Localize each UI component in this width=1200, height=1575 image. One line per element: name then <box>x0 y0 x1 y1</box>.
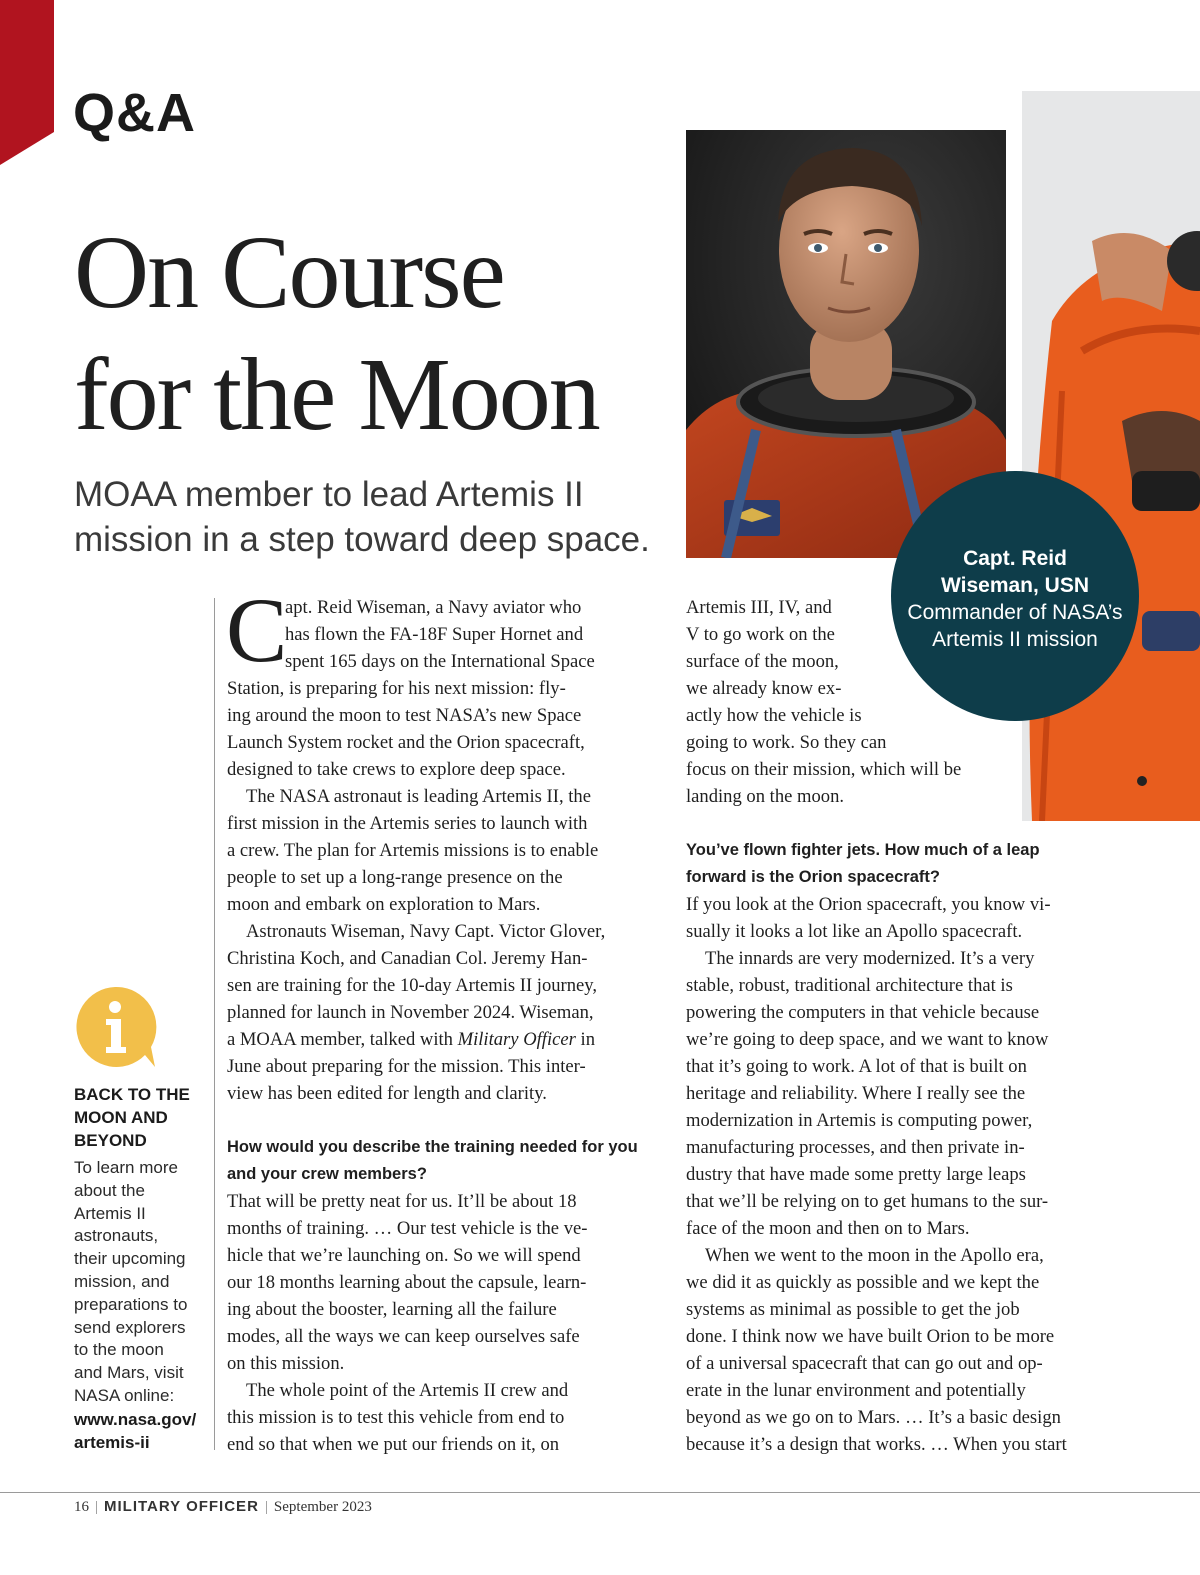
caption-role-line: Artemis II mission <box>932 628 1098 651</box>
answer-line: that we’ll be relying on to get humans to the sur- <box>686 1191 1049 1212</box>
sidebar-body-line: NASA online: <box>74 1385 175 1405</box>
answer-line: face of the moon and then on to Mars. <box>686 1218 970 1239</box>
answer-line: The innards are very modernized. It’s a very <box>705 948 1035 969</box>
body-line: going to work. So they can <box>686 732 887 753</box>
answer-line: hicle that we’re launching on. So we will spend <box>227 1245 581 1266</box>
body-line: a crew. The plan for Artemis missions is to enable <box>227 840 599 861</box>
headline-line: On Course <box>74 215 504 330</box>
answer-line: because it’s a design that works. … When you start <box>686 1434 1067 1455</box>
body-line: Astronauts Wiseman, Navy Capt. Victor Glover, <box>246 921 606 942</box>
answer-line: When we went to the moon in the Apollo era, <box>705 1245 1044 1266</box>
body-line <box>227 1026 667 1053</box>
body-line: apt. Reid Wiseman, a Navy aviator who <box>285 597 582 618</box>
caption-name-line: Wiseman, USN <box>940 574 1089 597</box>
body-text: a MOAA member, talked with <box>227 1029 458 1050</box>
sidebar-body-line: astronauts, <box>74 1226 159 1246</box>
answer-line: we’re going to deep space, and we want to know <box>686 1029 1049 1050</box>
sidebar-divider <box>214 598 215 1450</box>
answer-line: heritage and reliability. Where I really see the <box>686 1083 1026 1104</box>
sidebar-body-line: their upcoming <box>74 1249 186 1269</box>
article-column-1 <box>227 594 667 1458</box>
body-line: Launch System rocket and the Orion spacecraft, <box>227 732 585 753</box>
sidebar-body-line: To learn more <box>74 1158 178 1177</box>
answer-line: dustry that have made some pretty large leaps <box>686 1164 1026 1185</box>
body-line: focus on their mission, which will be <box>686 759 962 780</box>
sidebar-body-line: send explorers <box>74 1317 186 1337</box>
body-line: actly how the vehicle is <box>686 705 862 726</box>
sidebar-body-line: Artemis II <box>74 1203 146 1223</box>
sidebar-url-line[interactable]: artemis-ii <box>74 1433 150 1452</box>
interview-question: How would you describe the training needed for you <box>227 1138 638 1156</box>
answer-line: we did it as quickly as possible and we kept the <box>686 1272 1040 1293</box>
sidebar-body-line: to the moon <box>74 1340 164 1360</box>
body-line: landing on the moon. <box>686 786 845 807</box>
caption-name <box>891 545 1139 599</box>
body-line: we already know ex- <box>686 678 842 699</box>
footer-divider: | <box>95 1499 99 1515</box>
answer-line: this mission is to test this vehicle from end to <box>227 1407 565 1428</box>
answer-line: That will be pretty neat for us. It’ll be about 18 <box>227 1191 577 1212</box>
sidebar-title-line: BEYOND <box>74 1131 147 1150</box>
article-deck <box>74 472 674 562</box>
answer-line: end so that when we put our friends on it, on <box>227 1434 560 1455</box>
interview-question: forward is the Orion spacecraft? <box>686 868 940 886</box>
body-line: Station, is preparing for his next mission: fly- <box>227 678 566 699</box>
answer-line: beyond as we go on to Mars. … It’s a basic design <box>686 1407 1061 1428</box>
body-line: Christina Koch, and Canadian Col. Jeremy Han- <box>227 948 588 969</box>
sidebar-url-line[interactable]: www.nasa.gov/ <box>74 1410 197 1429</box>
answer-line: erate in the lunar environment and potentially <box>686 1380 1026 1401</box>
answer-line: sually it looks a lot like an Apollo spacecraft. <box>686 921 1023 942</box>
body-line: surface of the moon, <box>686 651 839 672</box>
deck-line: MOAA member to lead Artemis II <box>74 475 584 514</box>
sidebar-title-line: MOON AND <box>74 1108 168 1127</box>
answer-line: The whole point of the Artemis II crew and <box>246 1380 569 1401</box>
body-line: June about preparing for the mission. This inter- <box>227 1056 586 1077</box>
drop-cap: C <box>226 579 288 681</box>
interview-question: and your crew members? <box>227 1165 427 1183</box>
interview-question: You’ve flown fighter jets. How much of a leap <box>686 841 1040 859</box>
body-line: moon and embark on exploration to Mars. <box>227 894 541 915</box>
answer-line: that it’s going to work. A lot of that is built on <box>686 1056 1027 1077</box>
body-line: The NASA astronaut is leading Artemis II, the <box>246 786 591 807</box>
answer-line: months of training. … Our test vehicle is the ve- <box>227 1218 588 1239</box>
answer-line: modes, all the ways we can keep ourselves safe <box>227 1326 580 1347</box>
publication-name: Military Officer <box>457 1029 576 1050</box>
sidebar-body-line: preparations to <box>74 1294 188 1314</box>
answer-line: stable, robust, traditional architecture that is <box>686 975 1013 996</box>
page-footer <box>74 1497 372 1517</box>
body-line: first mission in the Artemis series to launch with <box>227 813 588 834</box>
body-line: V to go work on the <box>686 624 835 645</box>
caption-name-line: Capt. Reid <box>963 547 1067 570</box>
answer-line: ing about the booster, learning all the failure <box>227 1299 557 1320</box>
body-text: in <box>575 1029 595 1050</box>
sidebar-url-link[interactable] <box>74 1408 196 1454</box>
body-line: ing around the moon to test NASA’s new Space <box>227 705 582 726</box>
sidebar-title <box>74 1083 204 1152</box>
article-column-2 <box>686 594 1126 1458</box>
section-color-tab <box>0 0 54 165</box>
body-line: spent 165 days on the International Space <box>285 651 595 672</box>
caption-role-line: Commander of NASA’s <box>907 601 1123 624</box>
answer-line: done. I think now we have built Orion to be more <box>686 1326 1055 1347</box>
info-icon <box>73 985 157 1069</box>
sidebar-title-line: BACK TO THE <box>74 1085 190 1104</box>
answer-line: of a universal spacecraft that can go out and op- <box>686 1353 1043 1374</box>
body-line: view has been edited for length and clarity. <box>227 1083 547 1104</box>
body-line: Artemis III, IV, and <box>686 597 832 618</box>
sidebar-body-line: and Mars, visit <box>74 1363 184 1383</box>
footer-divider: | <box>264 1499 268 1515</box>
answer-line: manufacturing processes, and then private in- <box>686 1137 1025 1158</box>
magazine-name: MILITARY OFFICER <box>104 1498 259 1515</box>
answer-line: our 18 months learning about the capsule, learn- <box>227 1272 587 1293</box>
deck-line: mission in a step toward deep space. <box>74 520 650 559</box>
issue-date: September 2023 <box>273 1499 372 1515</box>
body-line: sen are training for the 10-day Artemis II journey, <box>227 975 598 996</box>
page-number: 16 <box>74 1499 89 1515</box>
body-line: planned for launch in November 2024. Wiseman, <box>227 1002 594 1023</box>
body-line: people to set up a long-range presence on the <box>227 867 563 888</box>
answer-line: on this mission. <box>227 1353 345 1374</box>
answer-line: modernization in Artemis is computing power, <box>686 1110 1033 1131</box>
section-kicker: Q&A <box>73 83 196 143</box>
body-line: has flown the FA-18F Super Hornet and <box>285 624 584 645</box>
answer-line: If you look at the Orion spacecraft, you know vi- <box>686 894 1051 915</box>
sidebar-body-line: mission, and <box>74 1271 170 1291</box>
article-headline <box>74 212 674 456</box>
footer-rule <box>0 1492 1200 1493</box>
headline-line: for the Moon <box>74 337 599 452</box>
answer-line: systems as minimal as possible to get the job <box>686 1299 1020 1320</box>
answer-line: powering the computers in that vehicle because <box>686 1002 1040 1023</box>
sidebar-body-line: about the <box>74 1180 145 1200</box>
sidebar-body <box>74 1157 209 1408</box>
body-line: designed to take crews to explore deep space. <box>227 759 566 780</box>
